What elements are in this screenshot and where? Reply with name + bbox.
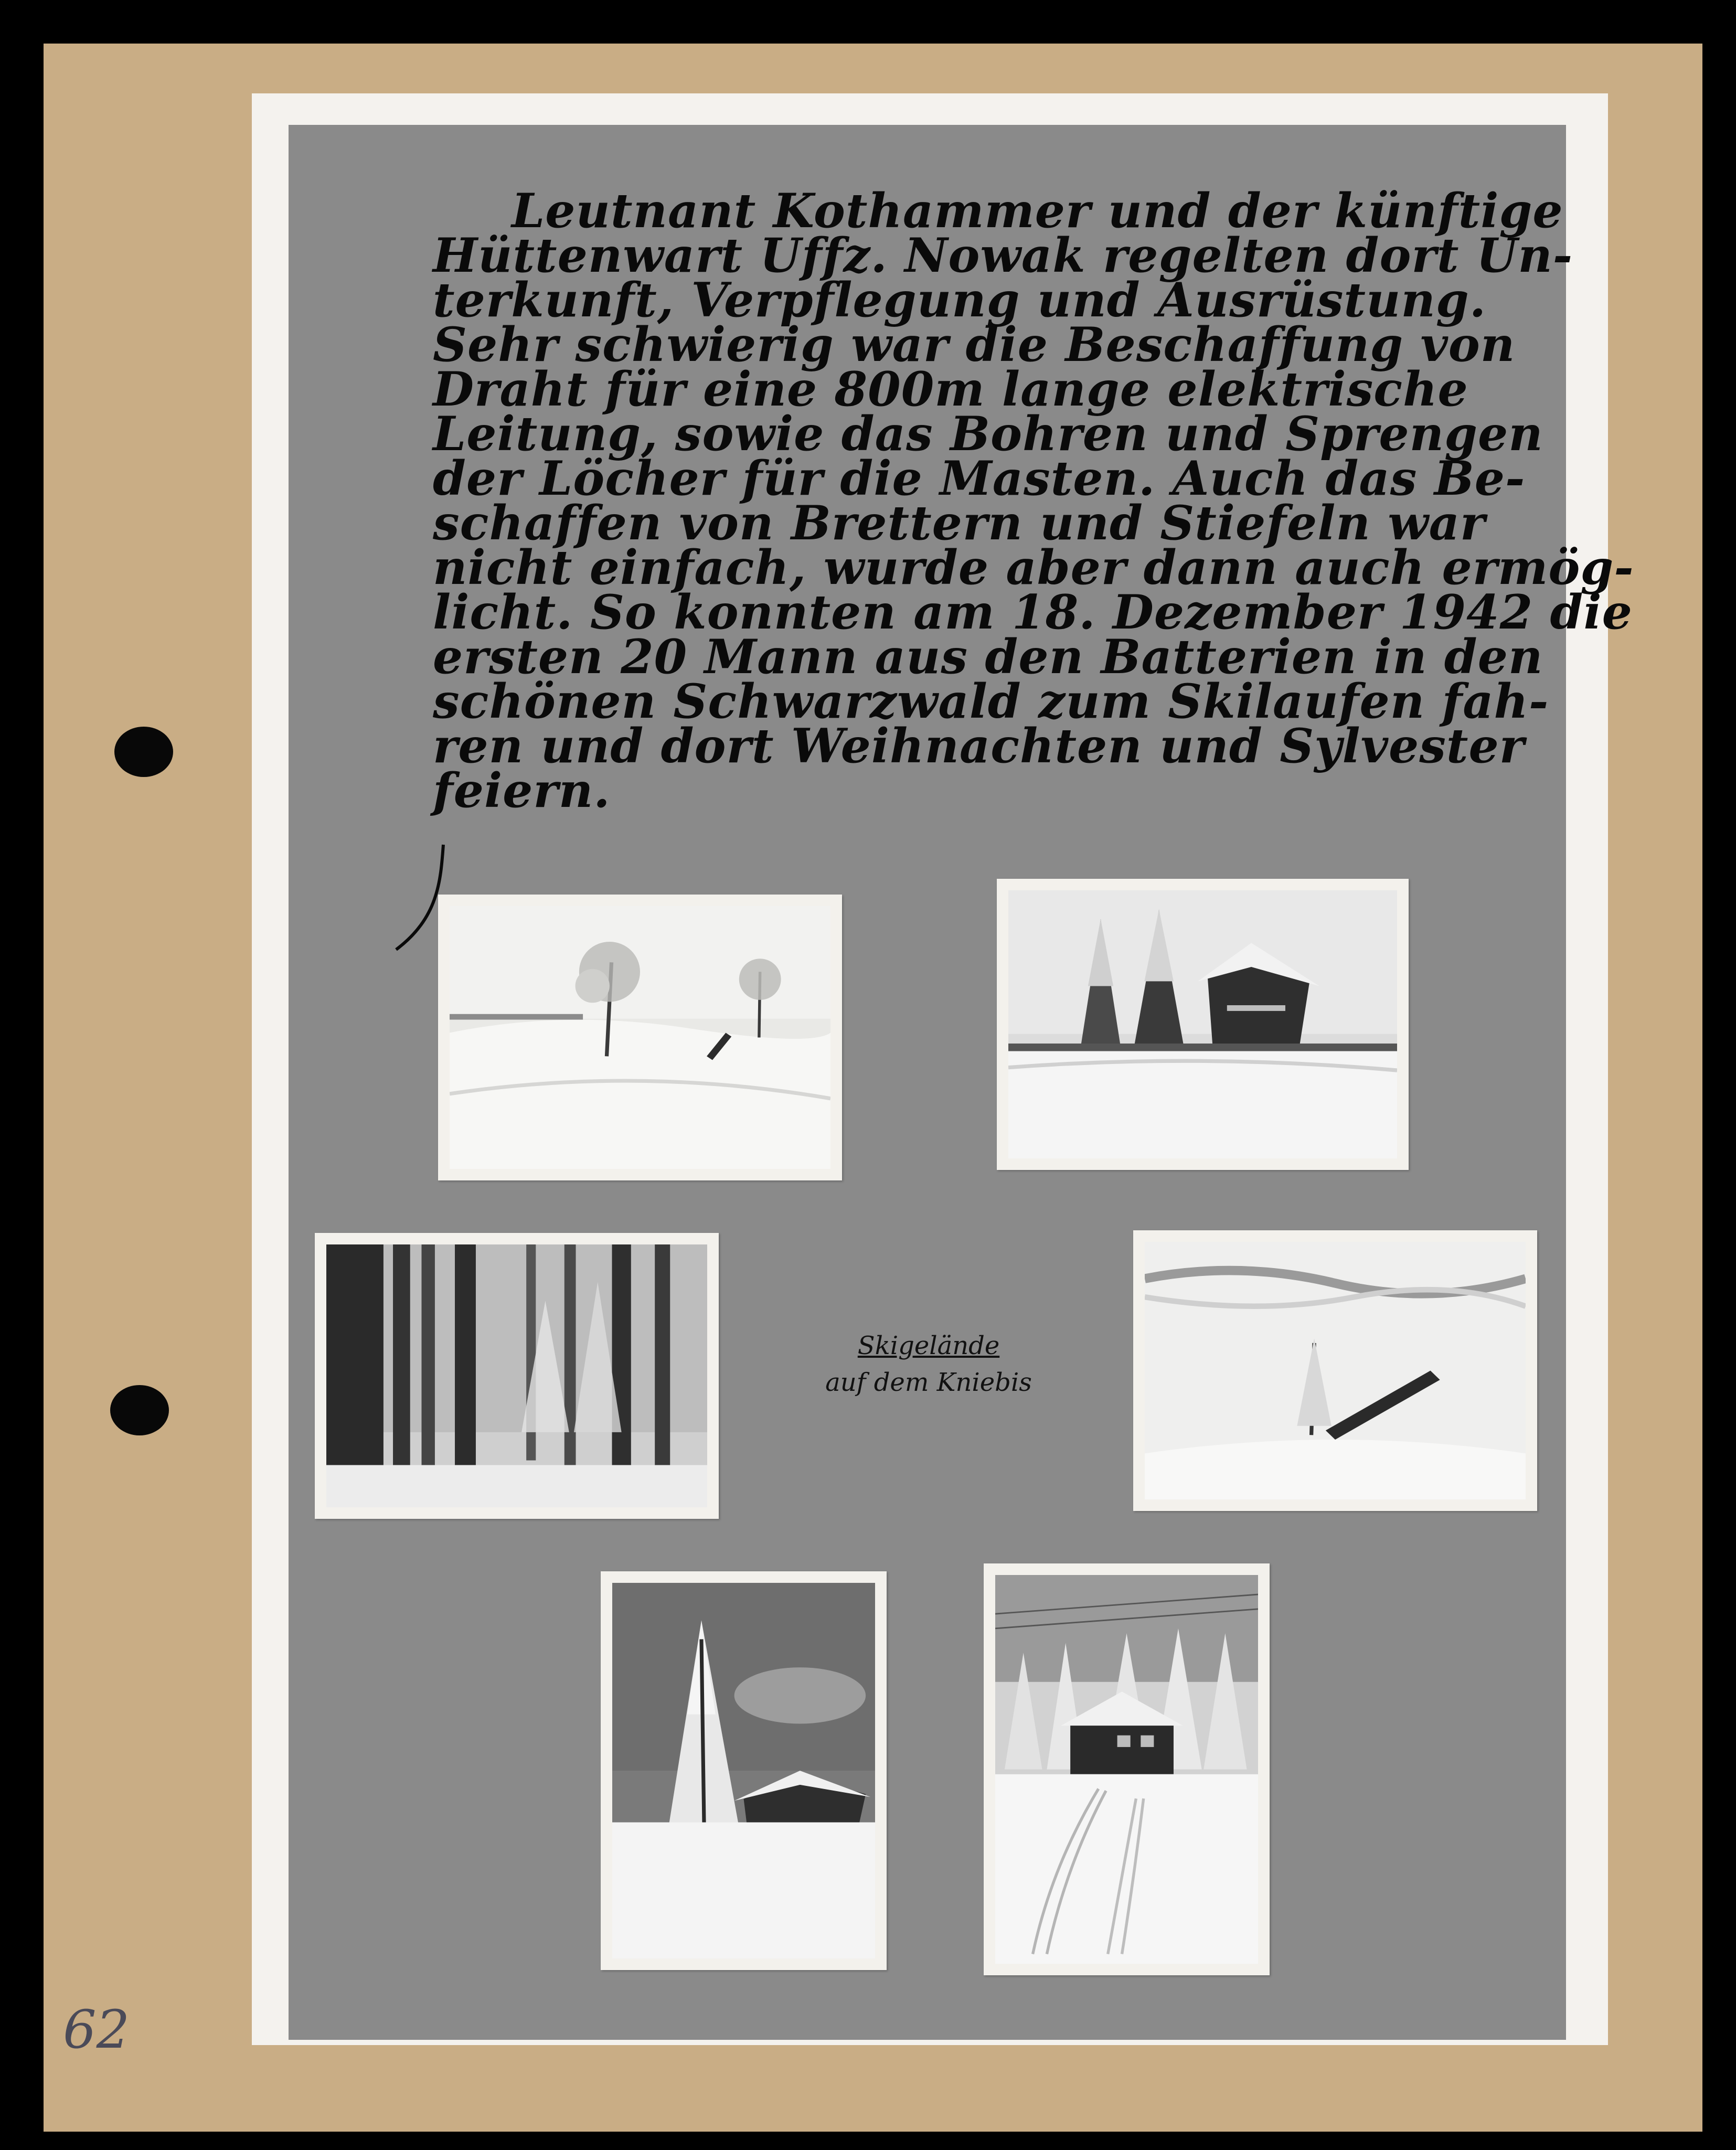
photo-small-tree-shadow xyxy=(1133,1230,1537,1511)
text-line: schönen Schwarzwald zum Skilaufen fah- xyxy=(433,674,1549,729)
photo-snowy-forest xyxy=(315,1233,719,1519)
binder-hole-bottom xyxy=(110,1385,169,1435)
text-line: Hüttenwart Uffz. Nowak regelten dort Un- xyxy=(433,228,1573,283)
text-line: Leitung, sowie das Bohren und Sprengen xyxy=(433,406,1543,462)
text-line: Leutnant Kothammer und der künftige xyxy=(512,183,1563,239)
text-line: ren und dort Weihnachten und Sylvester xyxy=(433,718,1525,774)
text-line: der Löcher für die Masten. Auch das Be- xyxy=(433,451,1526,506)
text-line: Sehr schwierig war die Beschaffung von xyxy=(433,317,1516,372)
text-line: schaffen von Brettern und Stiefeln war xyxy=(433,495,1486,551)
page-number: 62 xyxy=(63,1999,130,2060)
binder-hole-top xyxy=(114,727,173,777)
photo-snowy-field xyxy=(438,895,842,1180)
handwritten-text xyxy=(433,183,1634,818)
text-line: licht. So konnten am 18. Dezember 1942 die xyxy=(433,584,1633,640)
text-line: nicht einfach, wurde aber dann auch ermög- xyxy=(433,540,1634,595)
text-line: terkunft, Verpflegung und Ausrüstung. xyxy=(433,272,1487,328)
photo-caption xyxy=(803,1327,1055,1401)
photo-cabin-ski-tracks xyxy=(984,1563,1270,1975)
text-line: ersten 20 Mann aus den Batterien in den xyxy=(433,629,1543,685)
photo-frosted-tree-hut xyxy=(601,1571,887,1970)
text-line: feiern. xyxy=(433,763,611,818)
caption-line-2: auf dem Kniebis xyxy=(825,1368,1032,1397)
photo-chalet-firs xyxy=(997,879,1409,1170)
caption-line-1: Skigelände xyxy=(857,1331,1000,1360)
text-line: Draht für eine 800m lange elektrische xyxy=(433,361,1468,417)
